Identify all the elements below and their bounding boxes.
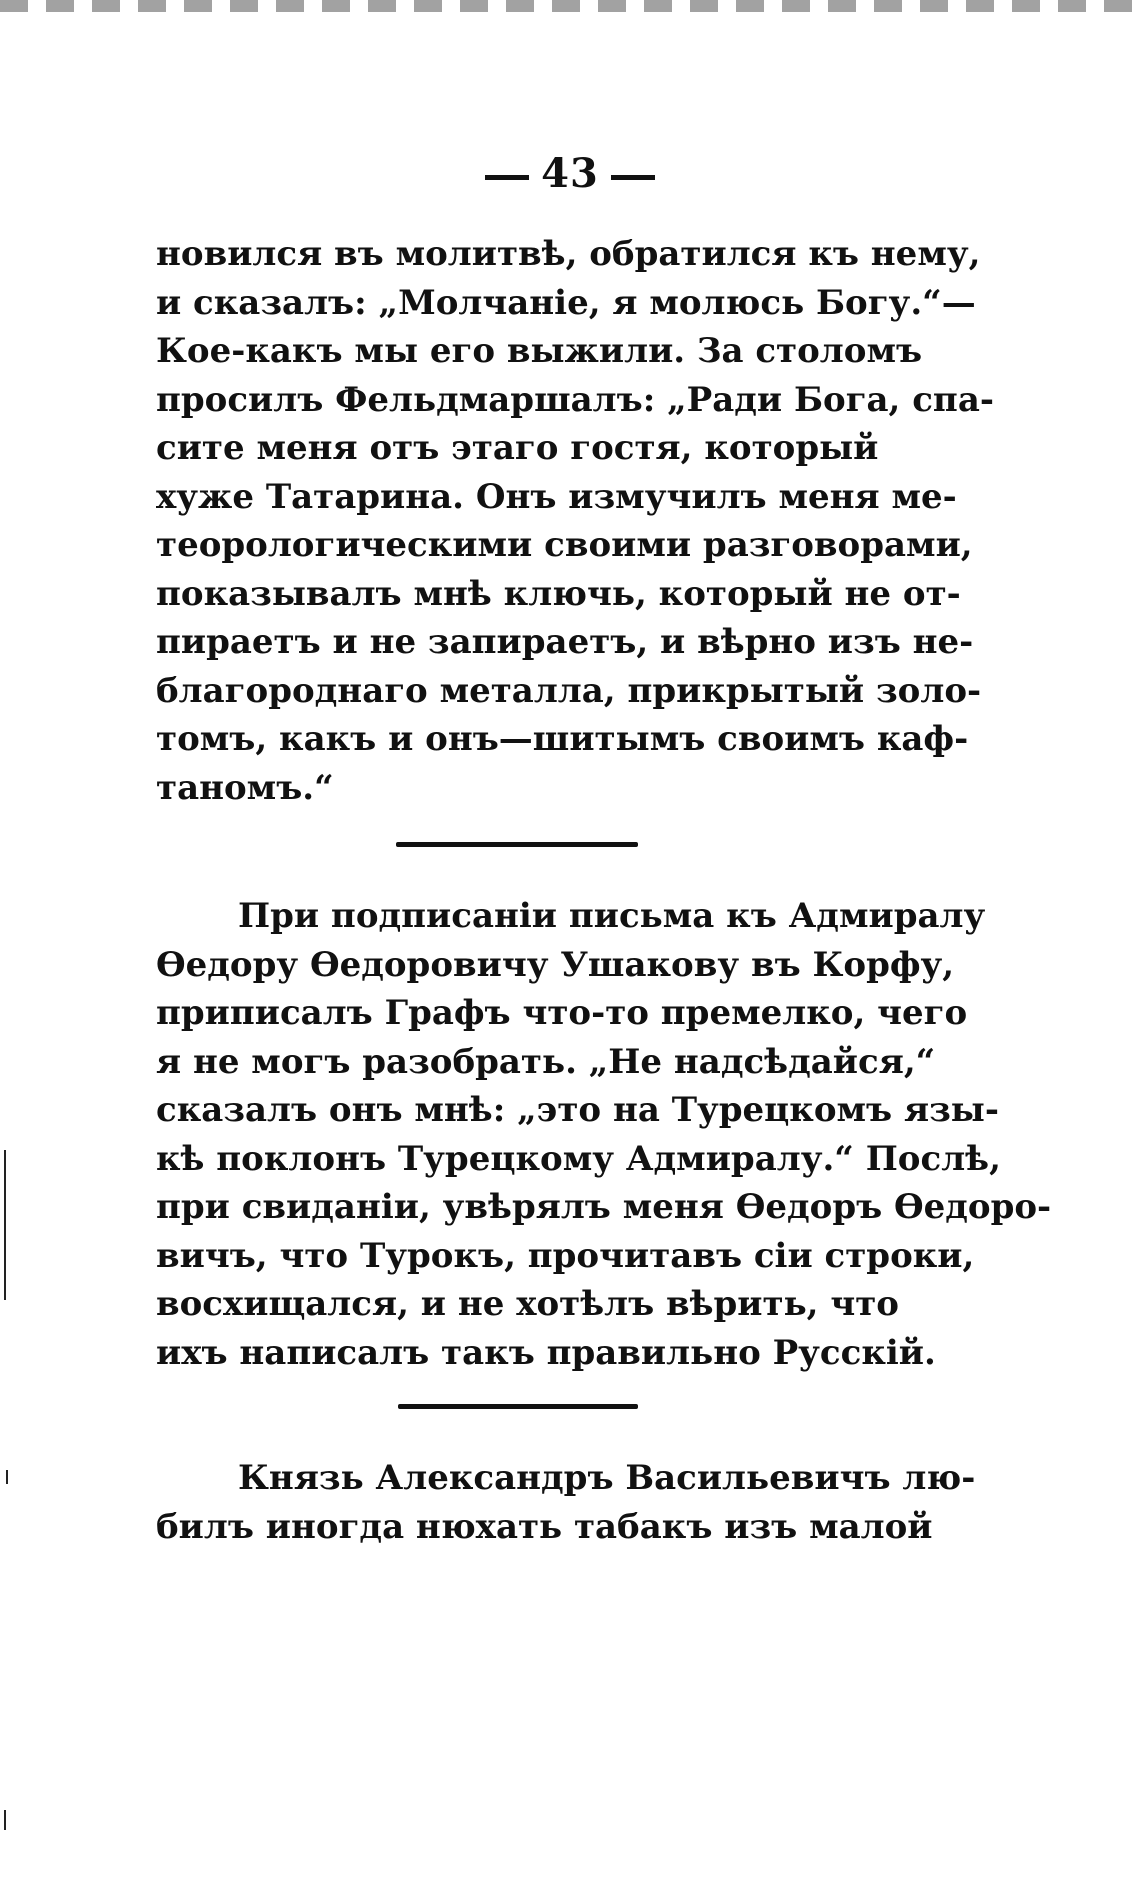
margin-scan-artifact xyxy=(4,1810,6,1830)
text-line: сказалъ онъ мнѣ: „это на Турецкомъ язы- xyxy=(156,1090,999,1130)
text-line: вичъ, что Турокъ, прочитавъ сіи строки, xyxy=(156,1235,975,1276)
text-line: хуже Татарина. Онъ измучилъ меня ме- xyxy=(156,476,957,517)
text-line: томъ, какъ и онъ—шитымъ своимъ каф- xyxy=(156,719,969,759)
text-line: при свиданіи, увѣрялъ меня Ѳедоръ Ѳедоро- xyxy=(156,1187,1052,1227)
page-number-header xyxy=(0,150,1140,197)
section-divider xyxy=(396,842,638,847)
paragraph-2 xyxy=(156,892,1052,1377)
text-line: таномъ.“ xyxy=(156,767,334,808)
margin-scan-artifact xyxy=(6,1470,8,1484)
text-line: новился въ молитвѣ, обратился къ нему, xyxy=(156,234,981,274)
text-line: благороднаго металла, прикрытый золо- xyxy=(156,670,982,711)
text-line: При подписаніи письма къ Адмиралу xyxy=(238,896,986,936)
page-number: 43 xyxy=(541,150,599,197)
text-line: восхищался, и не хотѣлъ вѣрить, что xyxy=(156,1284,899,1324)
page-top-edge-artifact xyxy=(0,0,1140,12)
text-line: Князь Александръ Васильевичъ лю- xyxy=(238,1458,976,1498)
paragraph-1 xyxy=(156,230,994,812)
text-line: просилъ Фельдмаршалъ: „Ради Бога, спа- xyxy=(156,379,994,420)
text-line: сите меня отъ этаго гостя, который xyxy=(156,428,879,468)
text-line: Кое-какъ мы его выжили. За столомъ xyxy=(156,331,923,371)
text-line: пираетъ и не запираетъ, и вѣрно изъ не- xyxy=(156,622,974,662)
page-number-left-dash xyxy=(485,175,529,180)
text-line: ихъ написалъ такъ правильно Русскій. xyxy=(156,1332,936,1373)
paragraph-3 xyxy=(156,1454,976,1551)
margin-scan-artifact xyxy=(4,1150,6,1300)
text-line: и сказалъ: „Молчаніе, я молюсь Богу.“— xyxy=(156,282,976,323)
section-divider xyxy=(398,1404,638,1409)
text-line: кѣ поклонъ Турецкому Адмиралу.“ Послѣ, xyxy=(156,1138,1001,1179)
text-line: приписалъ Графъ что-то премелко, чего xyxy=(156,993,968,1033)
text-line: теорологическими своими разговорами, xyxy=(156,525,973,565)
page-number-right-dash xyxy=(611,175,655,180)
text-line: Ѳедору Ѳедоровичу Ушакову въ Корфу, xyxy=(156,944,955,985)
text-line: показывалъ мнѣ ключь, который не от- xyxy=(156,573,961,614)
text-line: я не могъ разобрать. „Не надсѣдайся,“ xyxy=(156,1041,936,1082)
text-line: билъ иногда нюхать табакъ изъ малой xyxy=(156,1506,933,1547)
